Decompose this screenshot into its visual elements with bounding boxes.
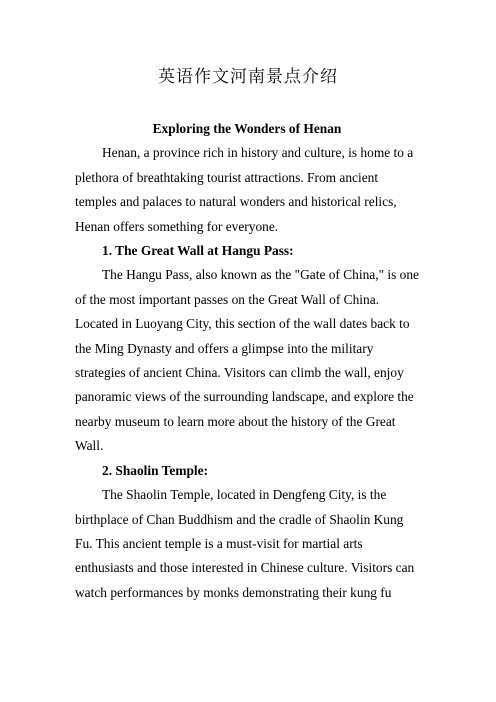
section-heading-shaolin: 2. Shaolin Temple: (102, 462, 209, 478)
section-body-shaolin: The Shaolin Temple, located in Dengfeng City, is the birthplace of Chan Buddhism and the cradle of Shaolin Kung Fu. This ancient temple is a must-visit for martial arts enthusiasts and those interested in Chinese culture. Visitors can watch performances by monks demonstrating their kung fu (75, 487, 415, 600)
document-body (75, 117, 419, 605)
section-heading-great-wall: 1. The Great Wall at Hangu Pass: (102, 243, 294, 259)
intro-paragraph: Henan, a province rich in history and culture, is home to a plethora of breathtaking tourist attractions. From ancient temples and palaces to natural wonders and historical relics, Henan offers something for everyone. (75, 145, 414, 234)
section-body-great-wall: The Hangu Pass, also known as the "Gate of China," is one of the most important passes on the Great Wall of China. Located in Luoyang City, this section of the wall dates back to the Ming Dynasty and offers a glimpse into the military strategies of ancient China. Visitors can climb the wall, enjoy panoramic views of the surrounding landscape, and explore the nearby museum to learn more about the history of the Great Wall. (75, 267, 420, 454)
document-title: 英语作文河南景点介绍 (158, 67, 338, 87)
essay-subtitle: Exploring the Wonders of Henan (152, 121, 342, 136)
